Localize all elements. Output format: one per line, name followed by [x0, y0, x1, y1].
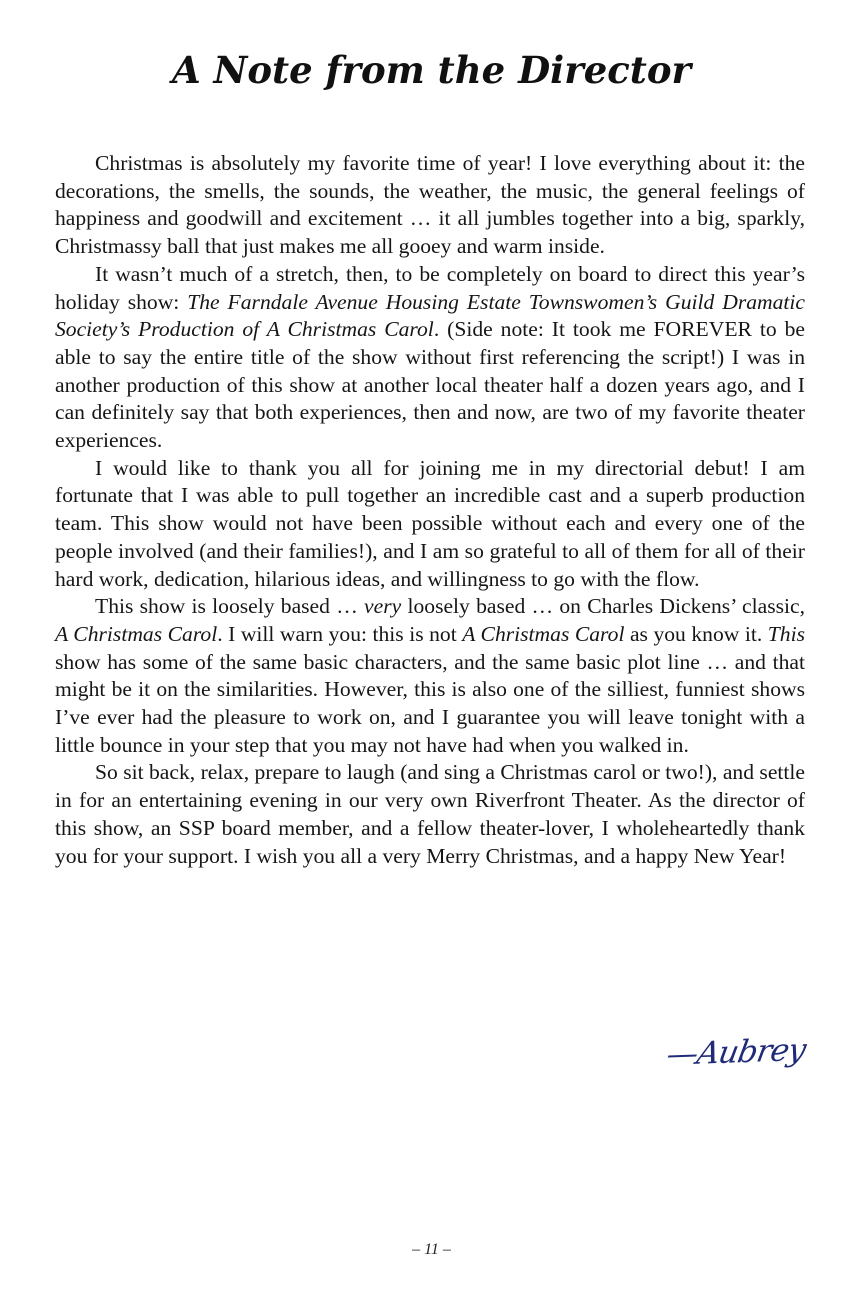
paragraph-text: I would like to thank you all for joining me in my directorial debut! I am fortunate that I was able to pull together an incredible cast and a superb production team. This show would not have been possible without each and every one of the people involved (and their families!), and I am so grateful to all of them for all of their hard work, dedication, hilarious ideas, and willingness to go with the flow.: [55, 455, 805, 591]
paragraph: [55, 759, 805, 870]
director-signature: —Aubrey: [663, 1032, 809, 1073]
italic-text: very: [364, 594, 402, 619]
paragraph-text: This show is loosely based …: [95, 594, 365, 619]
paragraph: [55, 593, 805, 759]
page-number: – 11 –: [412, 1241, 451, 1258]
paragraph-text: . (Side note: It took me FOREVER to be able to say the entire title of the show without first referencing the script!) I was in another production of this show at another local theater half a dozen years ago, and I can definitely say that both experiences, then and now, are two of my favorite theater experiences.: [55, 317, 805, 453]
italic-text: This: [767, 621, 805, 646]
paragraph: [55, 261, 805, 455]
page-title: A Note from the Director: [171, 48, 692, 92]
paragraph: [55, 455, 805, 594]
italic-text: A Christmas Carol: [462, 621, 625, 646]
italic-text: A Christmas Carol: [55, 621, 218, 646]
director-note-body: [55, 150, 805, 870]
italic-text: The Farndale Avenue Housing Estate Townswomen’s Guild Dramatic Society’s Production of A Christmas Carol: [55, 289, 805, 342]
paragraph-text: So sit back, relax, prepare to laugh (and sing a Christmas carol or two!), and settle in for an entertaining evening in our very own Riverfront Theater. As the director of this show, an SSP board member, and a fellow theater-lover, I wholeheartedly thank you for your support. I wish you all a very Merry Christmas, and a happy New Year!: [55, 760, 805, 868]
paragraph-text: It wasn’t much of a stretch, then, to be completely on board to direct this year’s holiday show:: [55, 261, 805, 314]
paragraph-text: Christmas is absolutely my favorite time of year! I love everything about it: the decorations, the smells, the sounds, the weather, the music, the general feelings of happiness and goodwill and excitement … it all jumbles together into a big, sparkly, Christmassy ball that just makes me all gooey and warm inside.: [55, 151, 805, 259]
paragraph-text: as you know it.: [624, 621, 768, 646]
paragraph: [55, 150, 805, 261]
paragraph-text: . I will warn you: this is not: [217, 621, 463, 646]
paragraph-text: loosely based … on Charles Dickens’ classic,: [401, 594, 805, 619]
paragraph-text: show has some of the same basic characters, and the same basic plot line … and that might be it on the similarities. However, this is also one of the silliest, funniest shows I’ve ever had the pleasure to work on, and I guarantee you will leave tonight with a little bounce in your step that you may not have had when you walked in.: [55, 649, 805, 757]
